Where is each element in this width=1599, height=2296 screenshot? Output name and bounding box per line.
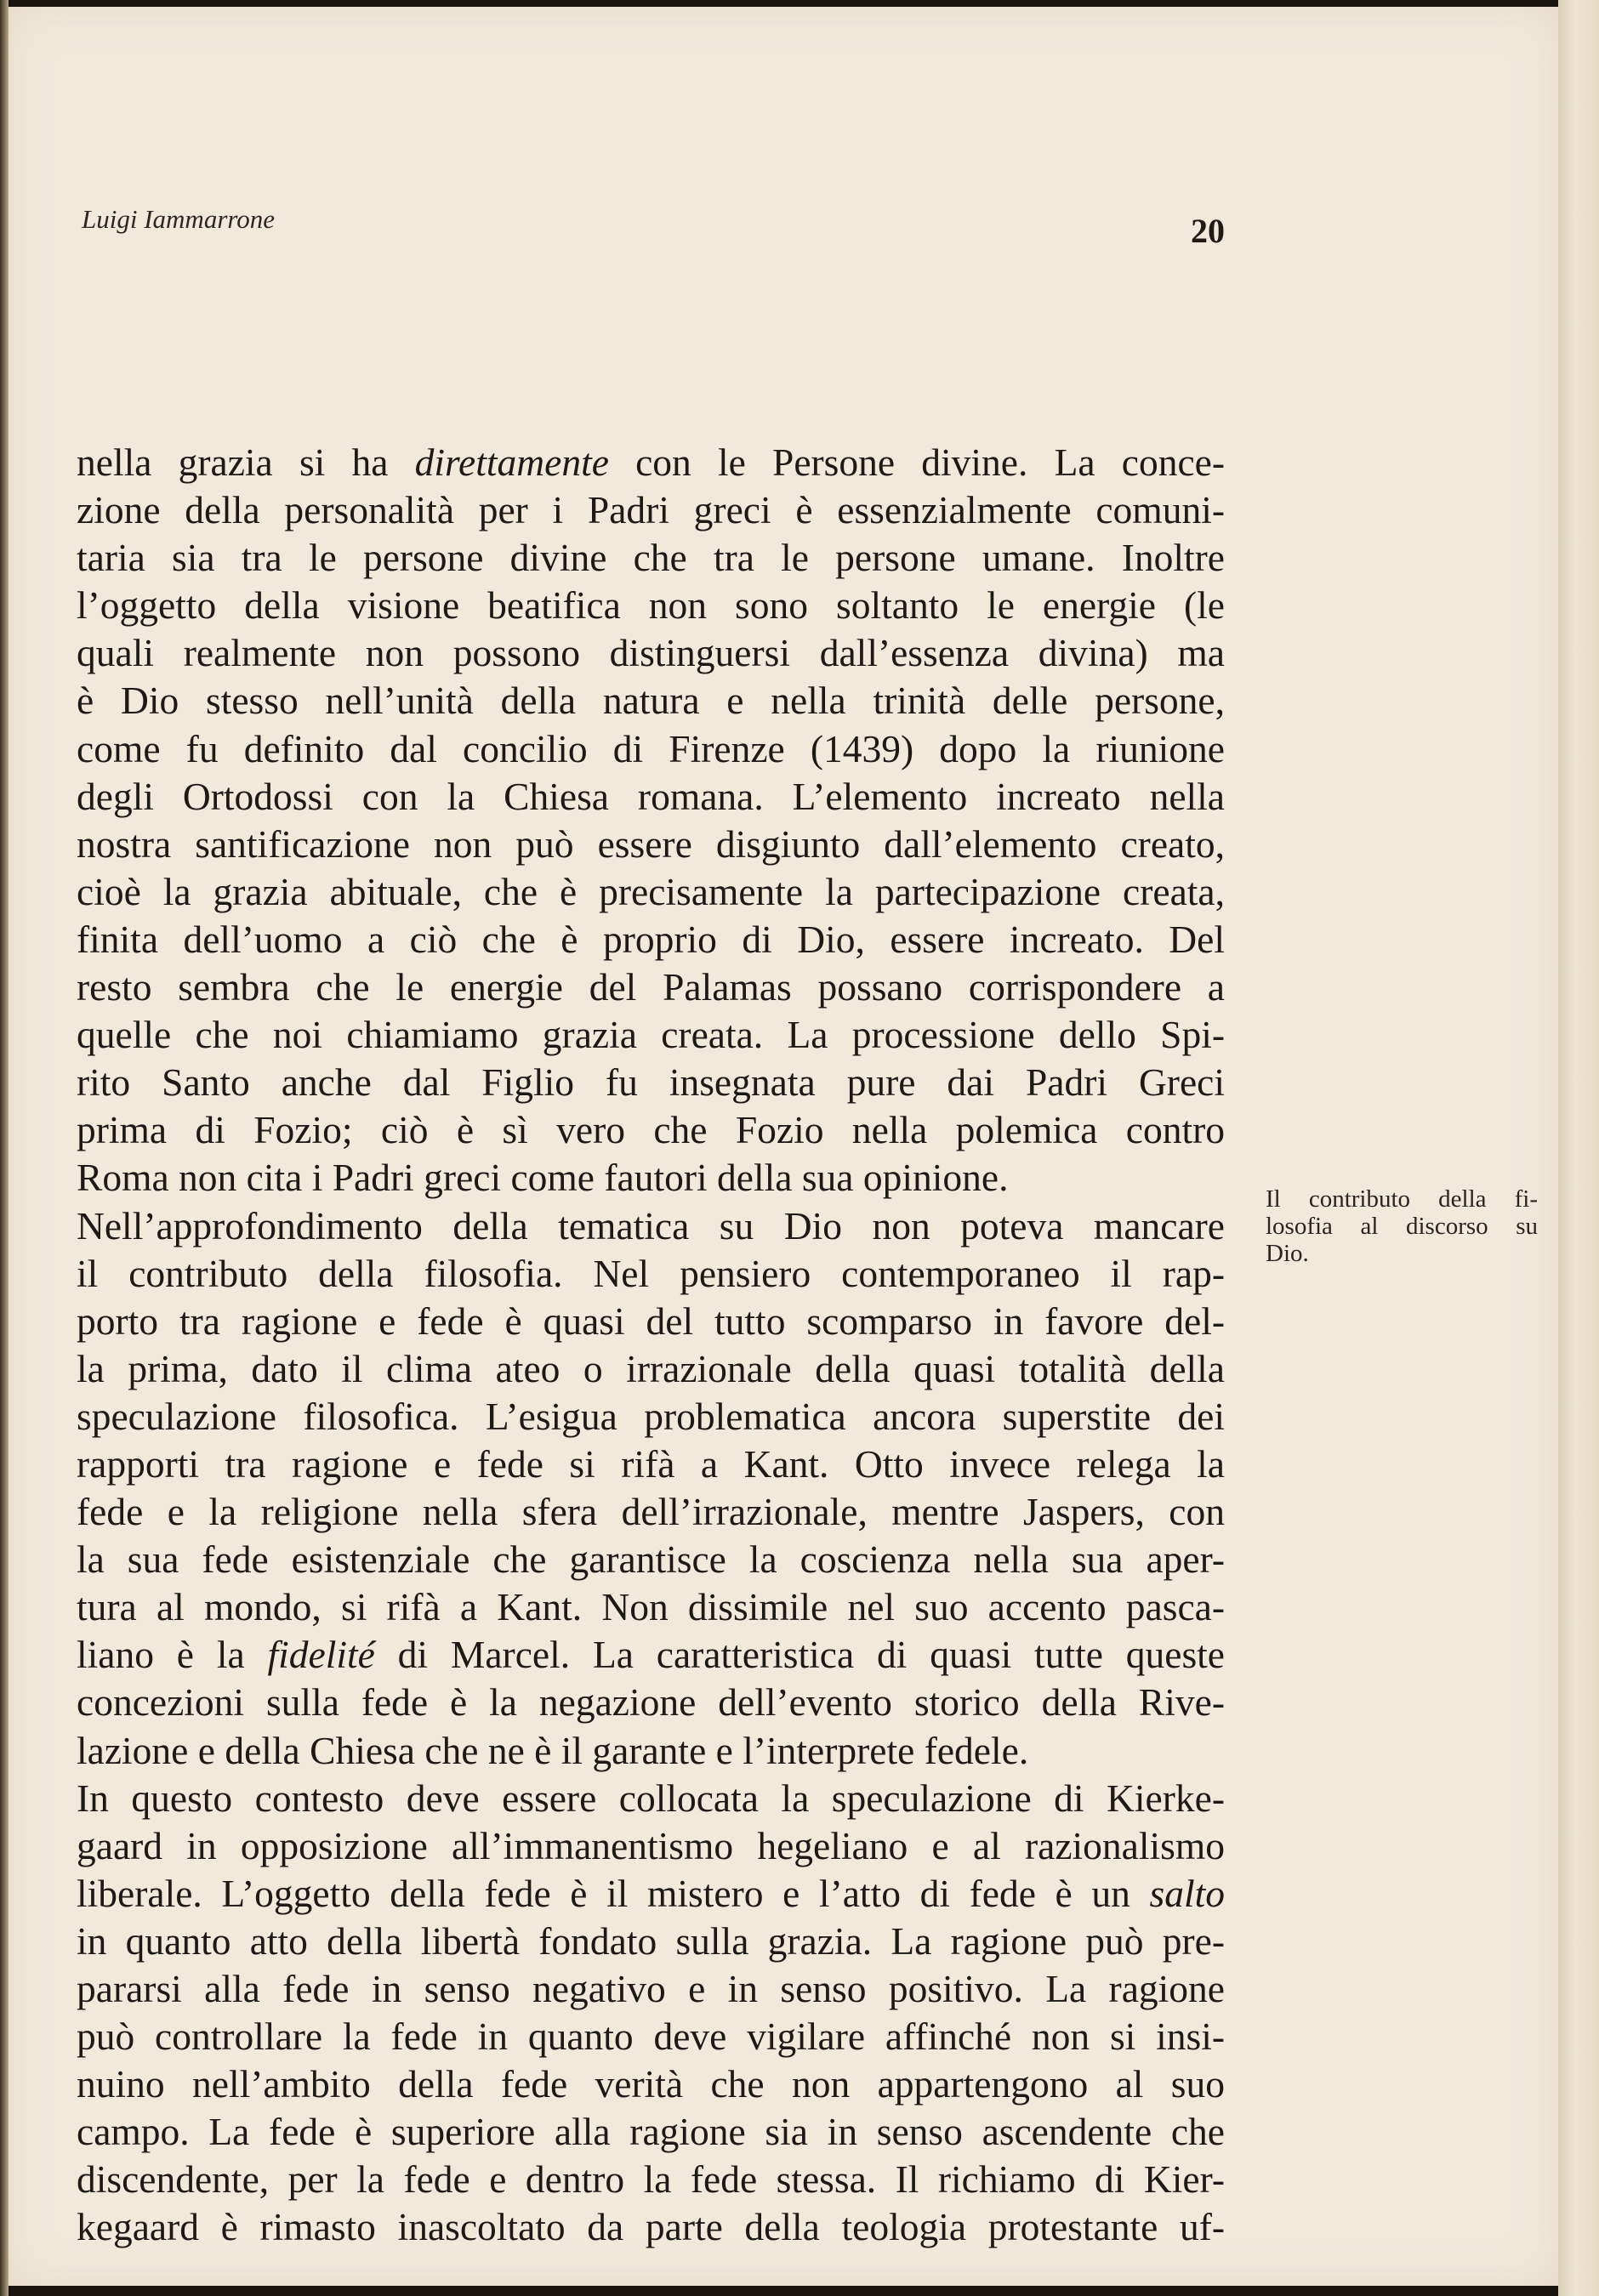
text-run: finita dell’uomo a ciò che è proprio di Dio, essere increato. Del xyxy=(77,917,1225,961)
text-run: nella grazia si ha xyxy=(77,440,415,484)
text-line xyxy=(77,916,1225,963)
text-run: In questo contesto deve essere collocata la speculazione di Kierke- xyxy=(77,1776,1225,1820)
text-line xyxy=(77,534,1225,582)
text-line xyxy=(77,486,1225,534)
text-line xyxy=(77,1154,1225,1202)
text-run: con le Persone divine. La conce- xyxy=(608,440,1225,484)
text-run: di Marcel. La caratteristica di quasi tutte queste xyxy=(374,1633,1225,1677)
text-line xyxy=(77,1822,1225,1870)
text-run: discendente, per la fede e dentro la fede stessa. Il richiamo di Kier- xyxy=(77,2157,1225,2202)
text-line xyxy=(77,1393,1225,1441)
text-run: quali realmente non possono distinguersi dall’essenza divina) ma xyxy=(77,631,1225,675)
text-line xyxy=(77,1106,1225,1154)
body-text xyxy=(77,439,1225,2252)
book-spine-shadow xyxy=(0,0,9,2296)
text-run: rapporti tra ragione e fede si rifà a Kant. Otto invece relega la xyxy=(77,1441,1225,1486)
text-run: Roma non cita i Padri greci come fautori della sua opinione. xyxy=(77,1156,1009,1200)
text-run: gaard in opposizione all’immanentismo hegeliano e al razionalismo xyxy=(77,1823,1225,1867)
text-run: kegaard è rimasto inascoltato da parte della teologia protestante uf- xyxy=(77,2205,1225,2249)
text-line xyxy=(77,1345,1225,1393)
text-run: porto tra ragione e fede è quasi del tutto scomparso in favore del- xyxy=(77,1299,1225,1343)
text-line xyxy=(77,1965,1225,2013)
text-line xyxy=(77,2013,1225,2060)
marginal-note-line: Il contributo della fi- xyxy=(1266,1185,1538,1213)
text-run: prima di Fozio; ciò è sì vero che Fozio nella polemica contro xyxy=(77,1108,1225,1152)
text-run: cioè la grazia abituale, che è precisamente la partecipazione creata, xyxy=(77,869,1225,913)
text-run: è Dio stesso nell’unità della natura e nella trinità delle persone, xyxy=(77,679,1225,723)
text-run: liberale. L’oggetto della fede è il mistero e l’atto di fede è un xyxy=(77,1871,1150,1915)
marginal-note xyxy=(1266,1185,1538,1267)
text-line xyxy=(77,1202,1225,1250)
text-line xyxy=(77,677,1225,725)
italic-term: salto xyxy=(1149,1871,1225,1915)
text-line xyxy=(77,963,1225,1011)
text-line xyxy=(77,1583,1225,1631)
text-run: concezioni sulla fede è la negazione dell’evento storico della Rive- xyxy=(77,1680,1225,1725)
italic-term: fidelité xyxy=(267,1633,375,1677)
marginal-note-line: Dio. xyxy=(1266,1240,1309,1267)
text-run: speculazione filosofica. L’esigua problematica ancora superstite dei xyxy=(77,1394,1225,1438)
text-line xyxy=(77,1441,1225,1488)
text-line xyxy=(77,1011,1225,1059)
text-run: liano è la xyxy=(77,1633,268,1677)
text-line xyxy=(77,1679,1225,1726)
text-line xyxy=(77,821,1225,868)
italic-term: direttamente xyxy=(414,440,609,484)
running-header-author: Luigi Iammarrone xyxy=(82,204,276,234)
text-run: il contributo della filosofia. Nel pensiero contemporaneo il rap- xyxy=(77,1251,1225,1295)
text-run: la prima, dato il clima ateo o irrazionale della quasi totalità della xyxy=(77,1346,1225,1390)
text-line xyxy=(77,1918,1225,1965)
next-page-edge xyxy=(1558,0,1599,2296)
text-line xyxy=(77,1250,1225,1298)
page-number: 20 xyxy=(1191,212,1225,250)
text-run: resto sembra che le energie del Palamas possano corrispondere a xyxy=(77,965,1225,1009)
text-line xyxy=(77,1631,1225,1679)
text-run: degli Ortodossi con la Chiesa romana. L’elemento increato nella xyxy=(77,774,1225,818)
text-line xyxy=(77,2060,1225,2108)
text-run: lazione e della Chiesa che ne è il garante e l’interprete fedele. xyxy=(77,1728,1029,1772)
book-page xyxy=(9,7,1558,2286)
text-run: l’oggetto della visione beatifica non sono soltanto le energie (le xyxy=(77,583,1225,628)
text-line xyxy=(77,773,1225,821)
text-line xyxy=(77,2203,1225,2251)
text-line xyxy=(77,1536,1225,1583)
text-line xyxy=(77,629,1225,677)
text-line xyxy=(77,2156,1225,2203)
text-run: nostra santificazione non può essere disgiunto dall’elemento creato, xyxy=(77,821,1225,866)
text-run: zione della personalità per i Padri greci è essenzialmente comuni- xyxy=(77,488,1225,532)
text-line xyxy=(77,868,1225,916)
text-run: può controllare la fede in quanto deve vigilare affinché non si insi- xyxy=(77,2015,1225,2059)
text-line xyxy=(77,1727,1225,1775)
text-run: campo. La fede è superiore alla ragione sia in senso ascendente che xyxy=(77,2110,1225,2154)
text-line xyxy=(77,1870,1225,1918)
text-run: la sua fede esistenziale che garantisce la coscienza nella sua aper- xyxy=(77,1537,1225,1582)
text-line xyxy=(77,1059,1225,1106)
text-line xyxy=(77,725,1225,773)
text-run: nuino nell’ambito della fede verità che non appartengono al suo xyxy=(77,2062,1225,2106)
text-run: rito Santo anche dal Figlio fu insegnata pure dai Padri Greci xyxy=(77,1060,1225,1105)
text-run: pararsi alla fede in senso negativo e in senso positivo. La ragione xyxy=(77,1967,1225,2010)
text-line xyxy=(77,582,1225,629)
text-line xyxy=(77,1488,1225,1536)
text-run: come fu definito dal concilio di Firenze (1439) dopo la riunione xyxy=(77,726,1225,770)
text-run: in quanto atto della libertà fondato sulla grazia. La ragione può pre- xyxy=(77,1918,1225,1963)
text-line xyxy=(77,1775,1225,1822)
text-line xyxy=(77,2108,1225,2156)
text-line xyxy=(77,439,1225,486)
text-run: tura al mondo, si rifà a Kant. Non dissimile nel suo accento pasca- xyxy=(77,1585,1225,1629)
text-line xyxy=(77,1298,1225,1345)
text-run: fede e la religione nella sfera dell’irrazionale, mentre Jaspers, con xyxy=(77,1490,1225,1534)
text-run: Nell’approfondimento della tematica su Dio non poteva mancare xyxy=(77,1203,1225,1247)
text-run: taria sia tra le persone divine che tra le persone umane. Inoltre xyxy=(77,536,1225,580)
text-run: quelle che noi chiamiamo grazia creata. La processione dello Spi- xyxy=(77,1013,1225,1057)
marginal-note-line: losofia al discorso su xyxy=(1266,1213,1538,1240)
